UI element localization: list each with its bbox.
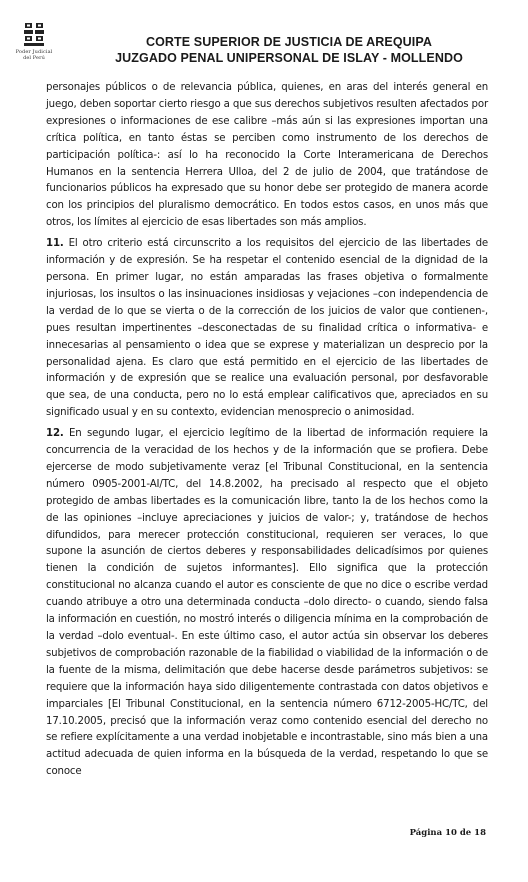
court-subtitle: JUZGADO PENAL UNIPERSONAL DE ISLAY - MOLLENDO: [115, 51, 463, 65]
paragraph-11: [46, 236, 488, 422]
logo-text-line2: del Perú: [23, 55, 45, 61]
document-body: [46, 80, 488, 785]
paragraph-continuation: personajes públicos o de relevancia pública, quienes, en aras del interés general en juego, deben soportar cierto riesgo a que sus derechos subjetivos resulten afectados por expresiones o informaciones de ese calibre –más aún si las expresiones importan una crítica política, en tanto éstas se perciben como instrumento de los derechos de participación política-: así lo ha reconocido la Corte Interamericana de Derechos Humanos en la sentencia Herrera Ulloa, del 2 de julio de 2004, que tratándose de funcionarios públicos ha expresado que su honor debe ser protegido de manera acorde con los principios del pluralismo democrático. En todos estos casos, en unos más que otros, los límites al ejercicio de esas libertades son más amplios.: [46, 82, 488, 229]
paragraph-number: 12.: [46, 428, 64, 440]
paragraph-12: [46, 426, 488, 781]
document-header: [70, 34, 508, 66]
court-name: CORTE SUPERIOR DE JUSTICIA DE AREQUIPA: [145, 35, 432, 49]
paragraph-number: 11.: [46, 238, 64, 250]
poder-judicial-logo: [8, 22, 60, 68]
judicial-emblem-icon: [23, 22, 45, 48]
paragraph-text: En segundo lugar, el ejercicio legítimo de la libertad de información requiere la concurrencia de la veracidad de los hechos y de la información que se profiera. Debe ejercerse de modo subjetivamente veraz [el Tribunal Constitucional, en la sentencia número 0905-2001-AI/TC, del 14.8.2002, ha precisado al respecto que el objeto protegido de ambas libertades es la comunicación libre, tanto la de los hechos como la de las opiniones –incluye apreciaciones y juicios de valor-; y, tratándose de hechos difundidos, para merecer protección constitucional, requieren ser veraces, lo que supone la asunción de ciertos deberes y responsabilidades delicadísimos por quienes tienen la condición de sujetos informantes]. Ello significa que la protección constitucional no alcanza cuando el autor es consciente de que no dice o escribe verdad cuando atribuye a otro una determinada conducta –dolo directo- o cuando, siendo falsa la información en cuestión, no mostró interés o diligencia mínima en la comprobación de la verdad –dolo eventual-. En este último caso, el autor actúa sin observar los deberes subjetivos de comprobación razonable de la fiabilidad o viabilidad de la información o de la fuente de la misma, delimitación que debe hacerse desde parámetros subjetivos: se requiere que la información haya sido diligentemente contrastada con datos objetivos e imparciales [El Tribunal Constitucional, en la sentencia número 6712-2005-HC/TC, del 17.10.2005, precisó que la información veraz como contenido esencial del derecho no se refiere explícitamente a una verdad inobjetable e incontrastable, sino más bien a una actitud adecuada de quien informa en la búsqueda de la verdad, respetando lo que se conoce: [46, 428, 488, 778]
paragraph-text: El otro criterio está circunscrito a los requisitos del ejercicio de las libertades de información y de expresión. Se ha respetar el contenido esencial de la dignidad de la persona. En primer lugar, no están amparadas las frases objetiva o formalmente injuriosas, los insultos o las insinuaciones insidiosas y vejaciones –con independencia de la verdad de lo que se vierta o de la corrección de los juicios de valor que contienen-, pues resultan impertinentes –desconectadas de su finalidad crítica o informativa- e innecesarias al pensamiento o idea que se exprese y materializan un desprecio por la personalidad ajena. Es claro que está permitido en el ejercicio de las libertades de información y de expresión que se realice una evaluación personal, por desfavorable que sea, de una conducta, pero no lo está emplear calificativos que, apreciados en su significado usual y en su contexto, evidencian menosprecio o animosidad.: [46, 238, 488, 419]
page-number: Página 10 de 18: [409, 828, 486, 838]
logo-text-line1: Poder Judicial: [15, 49, 53, 55]
